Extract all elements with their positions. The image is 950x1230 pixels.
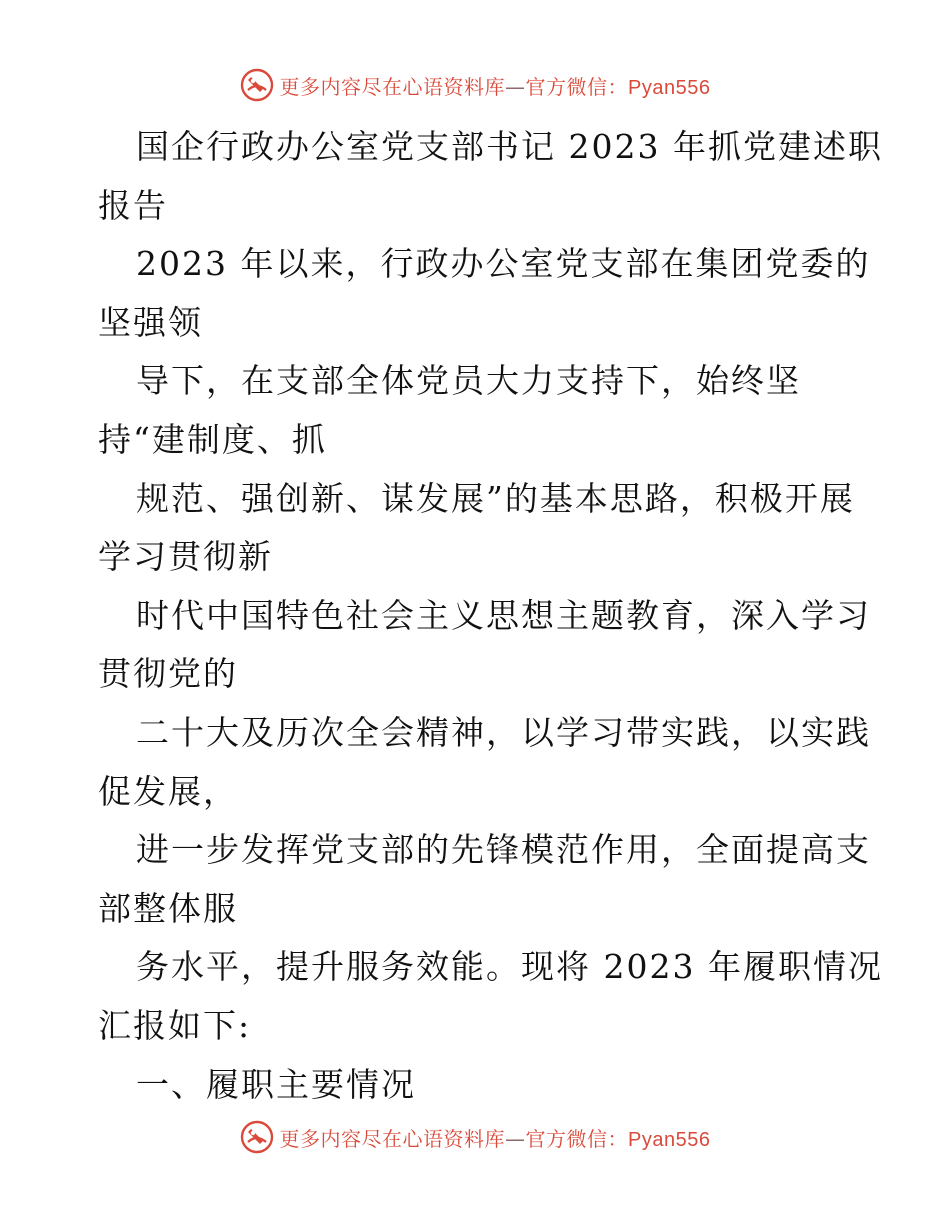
watermark-text: 更多内容尽在心语资料库—官方微信：Pyan556 (279, 74, 711, 99)
text-line: 一、履职主要情况 (136, 1064, 416, 1104)
text-line: 导下，在支部全体党员大力支持下，始终坚 (136, 361, 801, 401)
text-line: 部整体服 (98, 888, 238, 928)
text-line: 贯彻党的 (98, 654, 238, 694)
text-line: 持“建制度、抓 (98, 419, 327, 459)
book-pen-logo-icon (240, 1120, 274, 1154)
text-line: 2023 年以来，行政办公室党支部在集团党委的 (136, 244, 871, 284)
watermark-text: 更多内容尽在心语资料库—官方微信：Pyan556 (279, 1126, 711, 1151)
document-body (98, 118, 883, 1114)
text-line: 时代中国特色社会主义思想主题教育，深入学习 (136, 595, 871, 635)
book-pen-logo-icon (240, 68, 274, 102)
text-line: 汇报如下: (98, 1005, 252, 1045)
footer-watermark (0, 1120, 950, 1154)
text-line: 进一步发挥党支部的先锋模范作用，全面提高支 (136, 830, 871, 870)
text-line: 国企行政办公室党支部书记 2023 年抓党建述职 (136, 127, 883, 166)
text-line: 促发展， (98, 771, 238, 811)
text-line: 坚强领 (98, 302, 203, 342)
text-line: 学习贯彻新 (98, 537, 273, 577)
text-line: 务水平，提升服务效能。现将 2023 年履职情况 (136, 947, 883, 987)
text-line: 二十大及历次全会精神，以学习带实践，以实践 (136, 712, 871, 752)
header-watermark (0, 68, 950, 102)
text-line: 规范、强创新、谋发展”的基本思路，积极开展 (136, 478, 855, 518)
text-line: 报告 (98, 185, 168, 225)
